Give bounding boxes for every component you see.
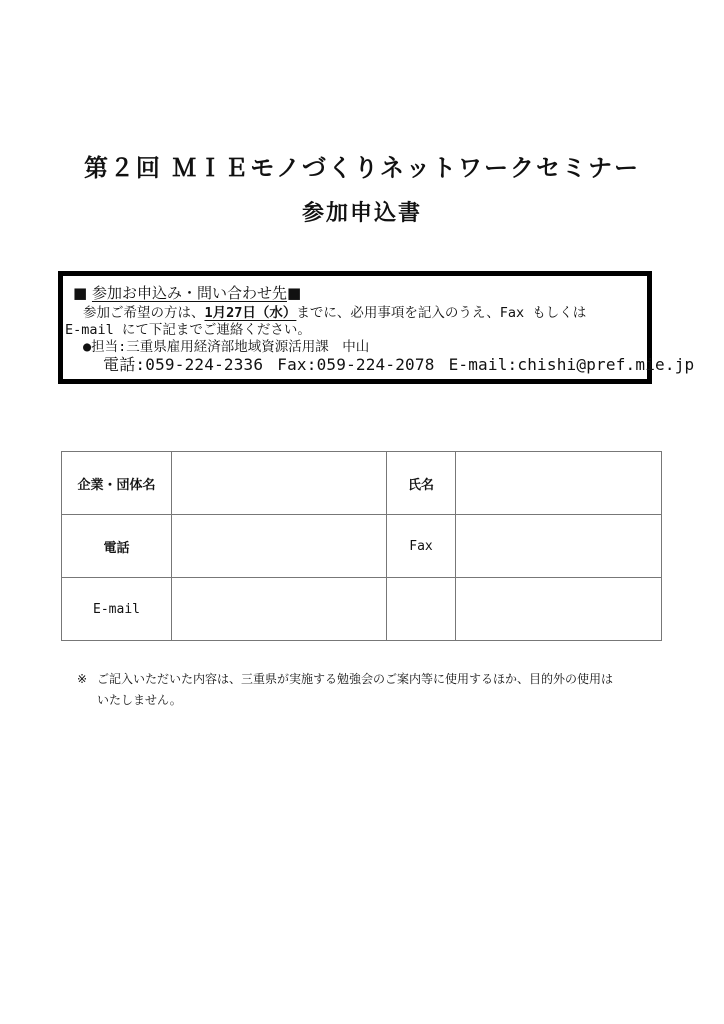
document-title: 第２回 ＭＩＥモノづくりネットワークセミナー [83,154,641,182]
label-email: E-mail [62,578,172,641]
label-company: 企業・団体名 [62,452,172,515]
label-name: 氏名 [387,452,456,515]
label-phone: 電話 [62,515,172,578]
input-phone[interactable] [172,515,387,578]
note-line-1: ご記入いただいた内容は、三重県が実施する勉強会のご案内等に使用するほか、目的外の使用は [97,672,614,686]
instruction-text: までに、必用事項を記入のうえ、Fax もしくは [296,305,587,321]
contact-info-box [58,271,695,384]
input-fax[interactable] [456,515,662,578]
contact-heading-text: 参加お申込み・問い合わせ先 [91,284,287,302]
table-row [62,515,662,578]
contact-numbers [103,357,694,373]
document-subtitle: 参加申込書 [301,201,422,226]
table-row [62,578,662,641]
reference-mark-icon: ※ [77,672,88,686]
table-row [62,452,662,515]
empty-label-cell [387,578,456,641]
empty-input-cell[interactable] [456,578,662,641]
person-in-charge: ●担当:三重県雇用経済部地域資源活用課 中山 [83,339,370,355]
application-form-table [61,451,662,641]
input-name[interactable] [456,452,662,515]
deadline-date: 1月27日（水） [204,305,297,321]
contact-heading [73,285,301,301]
fax-number: Fax:059-224-2078 [277,355,435,374]
square-bullet-icon: ■ [73,284,92,302]
email-address[interactable]: E-mail:chishi@pref.mie.jp [448,355,695,374]
input-email[interactable] [172,578,387,641]
note-line-2: いたしません。 [97,693,182,707]
instruction-line-2: E-mail にて下記までご連絡ください。 [65,322,311,338]
square-bullet-icon: ■ [286,284,302,302]
privacy-note [77,669,613,711]
input-company[interactable] [172,452,387,515]
instruction-text: 参加ご希望の方は、 [83,305,205,321]
label-fax: Fax [387,515,456,578]
instruction-line-1 [83,305,586,321]
phone-number: 電話:059-224-2336 [103,355,264,374]
